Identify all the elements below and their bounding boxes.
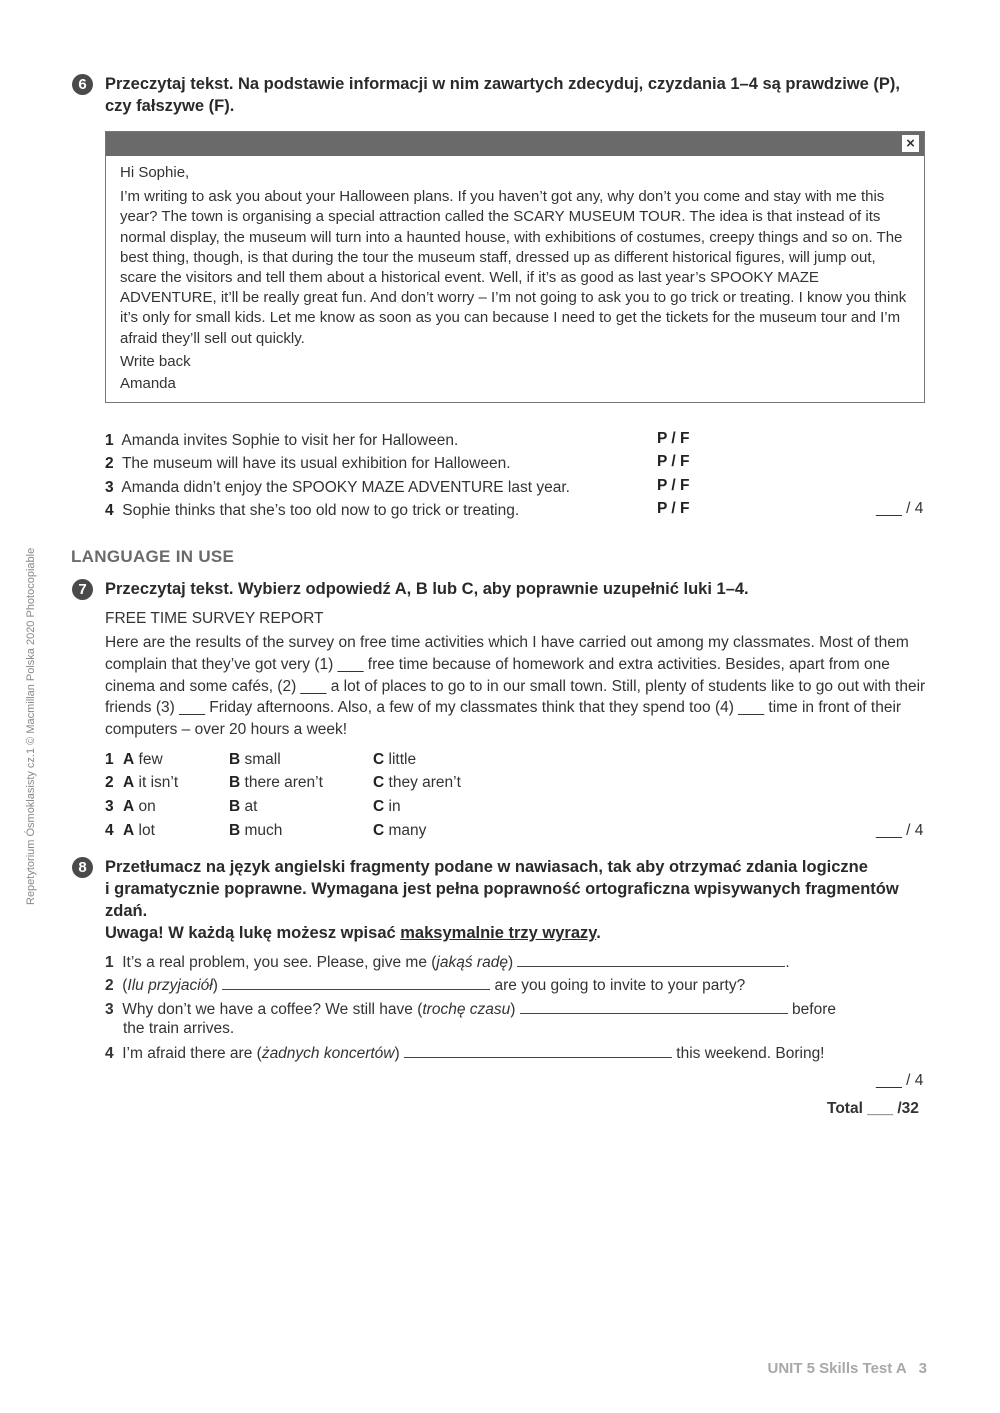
option-a[interactable]: A few xyxy=(123,751,163,768)
translation-item-3-continuation: the train arrives. xyxy=(123,1020,235,1037)
exercise-8-number: 8 xyxy=(72,857,93,878)
exercise-6-instruction-line2: czy fałszywe (F). xyxy=(105,97,235,115)
answer-blank-4[interactable] xyxy=(404,1043,672,1058)
option-c[interactable]: C many xyxy=(373,822,427,839)
email-text: I’m writing to ask you about your Halloween plans. If you haven’t got any, why don’t you come and stay with me this year? The town is organising a special attraction called the SCARY MUSEUM TOUR. The idea is that instead of its normal display, the museum will turn into a haunted house, with exhibitions of costumes, creepy things and so on. The best thing, though, is that during the tour the museum staff, dressed up as different historical figures, will jump out, scare the visitors and tell them about a historical event. Well, if it’s as good as last year’s SPOOKY MAZE ADVENTURE, it’ll be really great fun. And don’t worry – I’m not going to ask you to go trick or treating. I know you think it’s only for small kids. Let me know as soon as you can because I need to get the tickets for the museum tour and I’m afraid they’ll sell out quickly. xyxy=(120,188,907,347)
answer-blank-3[interactable] xyxy=(520,999,788,1014)
copyright-side-text: Repetytorium Ósmoklasisty cz.1 © Macmillan Polska 2020 Photocopiable xyxy=(25,547,37,905)
statement-1: 1 Amanda invites Sophie to visit her for Halloween. xyxy=(105,432,459,449)
total-score xyxy=(827,1100,919,1118)
exercise-6-instruction-line1: Przeczytaj tekst. Na podstawie informacji w nim zawartych zdecyduj, czyzdania 1–4 są prawdziwe (P), xyxy=(105,75,901,93)
email-body xyxy=(106,156,924,394)
exercise-6-score: ___ / 4 xyxy=(876,500,924,517)
translation-item-3: 3 Why don’t we have a coffee? We still have (trochę czasu) before xyxy=(105,1001,836,1018)
option-b[interactable]: B small xyxy=(229,751,281,768)
email-window xyxy=(105,131,925,403)
option-b[interactable]: B at xyxy=(229,798,258,815)
option-c[interactable]: C they aren’t xyxy=(373,774,461,791)
section-title: LANGUAGE IN USE xyxy=(71,547,235,566)
total-label: Total xyxy=(827,1100,863,1117)
exercise-8-instruction-line3: zdań. xyxy=(105,902,148,920)
email-closing: Write back xyxy=(120,352,191,370)
answer-blank-1[interactable] xyxy=(517,952,785,967)
exercise-6-instruction xyxy=(105,73,935,117)
email-greeting: Hi Sophie, xyxy=(120,164,190,181)
true-false-choice-4[interactable]: P / F xyxy=(657,500,690,517)
true-false-choice-1[interactable]: P / F xyxy=(657,430,690,447)
page-footer: UNIT 5 Skills Test A 3 xyxy=(767,1360,927,1377)
option-number: 4 xyxy=(105,822,114,839)
true-false-choice-3[interactable]: P / F xyxy=(657,477,690,494)
statement-2: 2 The museum will have its usual exhibition for Halloween. xyxy=(105,455,511,472)
option-number: 3 xyxy=(105,798,114,815)
option-c[interactable]: C little xyxy=(373,751,417,768)
true-false-choice-2[interactable]: P / F xyxy=(657,453,690,470)
exercise-6-number: 6 xyxy=(72,74,93,95)
statement-3: 3 Amanda didn’t enjoy the SPOOKY MAZE ADVENTURE last year. xyxy=(105,479,570,496)
translation-item-2: 2 (Ilu przyjaciół) are you going to invite to your party? xyxy=(105,977,746,994)
total-value: ___ /32 xyxy=(867,1100,919,1117)
exercise-7-instruction: Przeczytaj tekst. Wybierz odpowiedź A, B lub C, aby poprawnie uzupełnić luki 1–4. xyxy=(105,580,749,598)
option-c[interactable]: C in xyxy=(373,798,401,815)
translation-item-4: 4 I’m afraid there are (żadnych koncertów) this weekend. Boring! xyxy=(105,1045,825,1062)
statement-4: 4 Sophie thinks that she’s too old now to go trick or treating. xyxy=(105,502,520,519)
exercise-8-score: ___ / 4 xyxy=(876,1072,924,1089)
option-b[interactable]: B much xyxy=(229,822,283,839)
exercise-8-note: Uwaga! W każdą lukę możesz wpisać maksymalnie trzy wyrazy. xyxy=(105,924,601,942)
answer-blank-2[interactable] xyxy=(222,975,490,990)
exercise-7-score: ___ / 4 xyxy=(876,822,924,839)
close-icon[interactable]: × xyxy=(902,135,919,152)
translation-item-1: 1 It’s a real problem, you see. Please, give me (jakąś radę) . xyxy=(105,954,790,971)
option-a[interactable]: A on xyxy=(123,798,156,815)
report-title: FREE TIME SURVEY REPORT xyxy=(105,610,324,627)
option-b[interactable]: B there aren’t xyxy=(229,774,323,791)
exercise-8-instruction-line1: Przetłumacz na język angielski fragmenty podane w nawiasach, tak aby otrzymać zdania logiczne xyxy=(105,858,868,876)
report-text: Here are the results of the survey on free time activities which I have carried out among my classmates. Most of them complain that they’ve got very (1) ___ free time because of homework and extra activities. Besides, apart from one cinema and some cafés, (2) ___ a lot of places to go to in our small town. Still, plenty of students like to go out with their friends (3) ___ Friday afternoons. Also, a few of my classmates think that they spend too (4) ___ time in front of their computers – over 20 hours a week! xyxy=(105,634,926,739)
exercise-8-instruction xyxy=(105,856,945,944)
option-number: 1 xyxy=(105,751,114,768)
option-number: 2 xyxy=(105,774,114,791)
option-a[interactable]: A lot xyxy=(123,822,155,839)
exercise-7-number: 7 xyxy=(72,579,93,600)
email-signature: Amanda xyxy=(120,375,176,393)
option-a[interactable]: A it isn’t xyxy=(123,774,179,791)
exercise-8-instruction-line2: i gramatycznie poprawne. Wymagana jest pełna poprawność ortograficzna wpisywanych fragmentów xyxy=(105,880,899,898)
email-title-bar xyxy=(106,132,924,156)
